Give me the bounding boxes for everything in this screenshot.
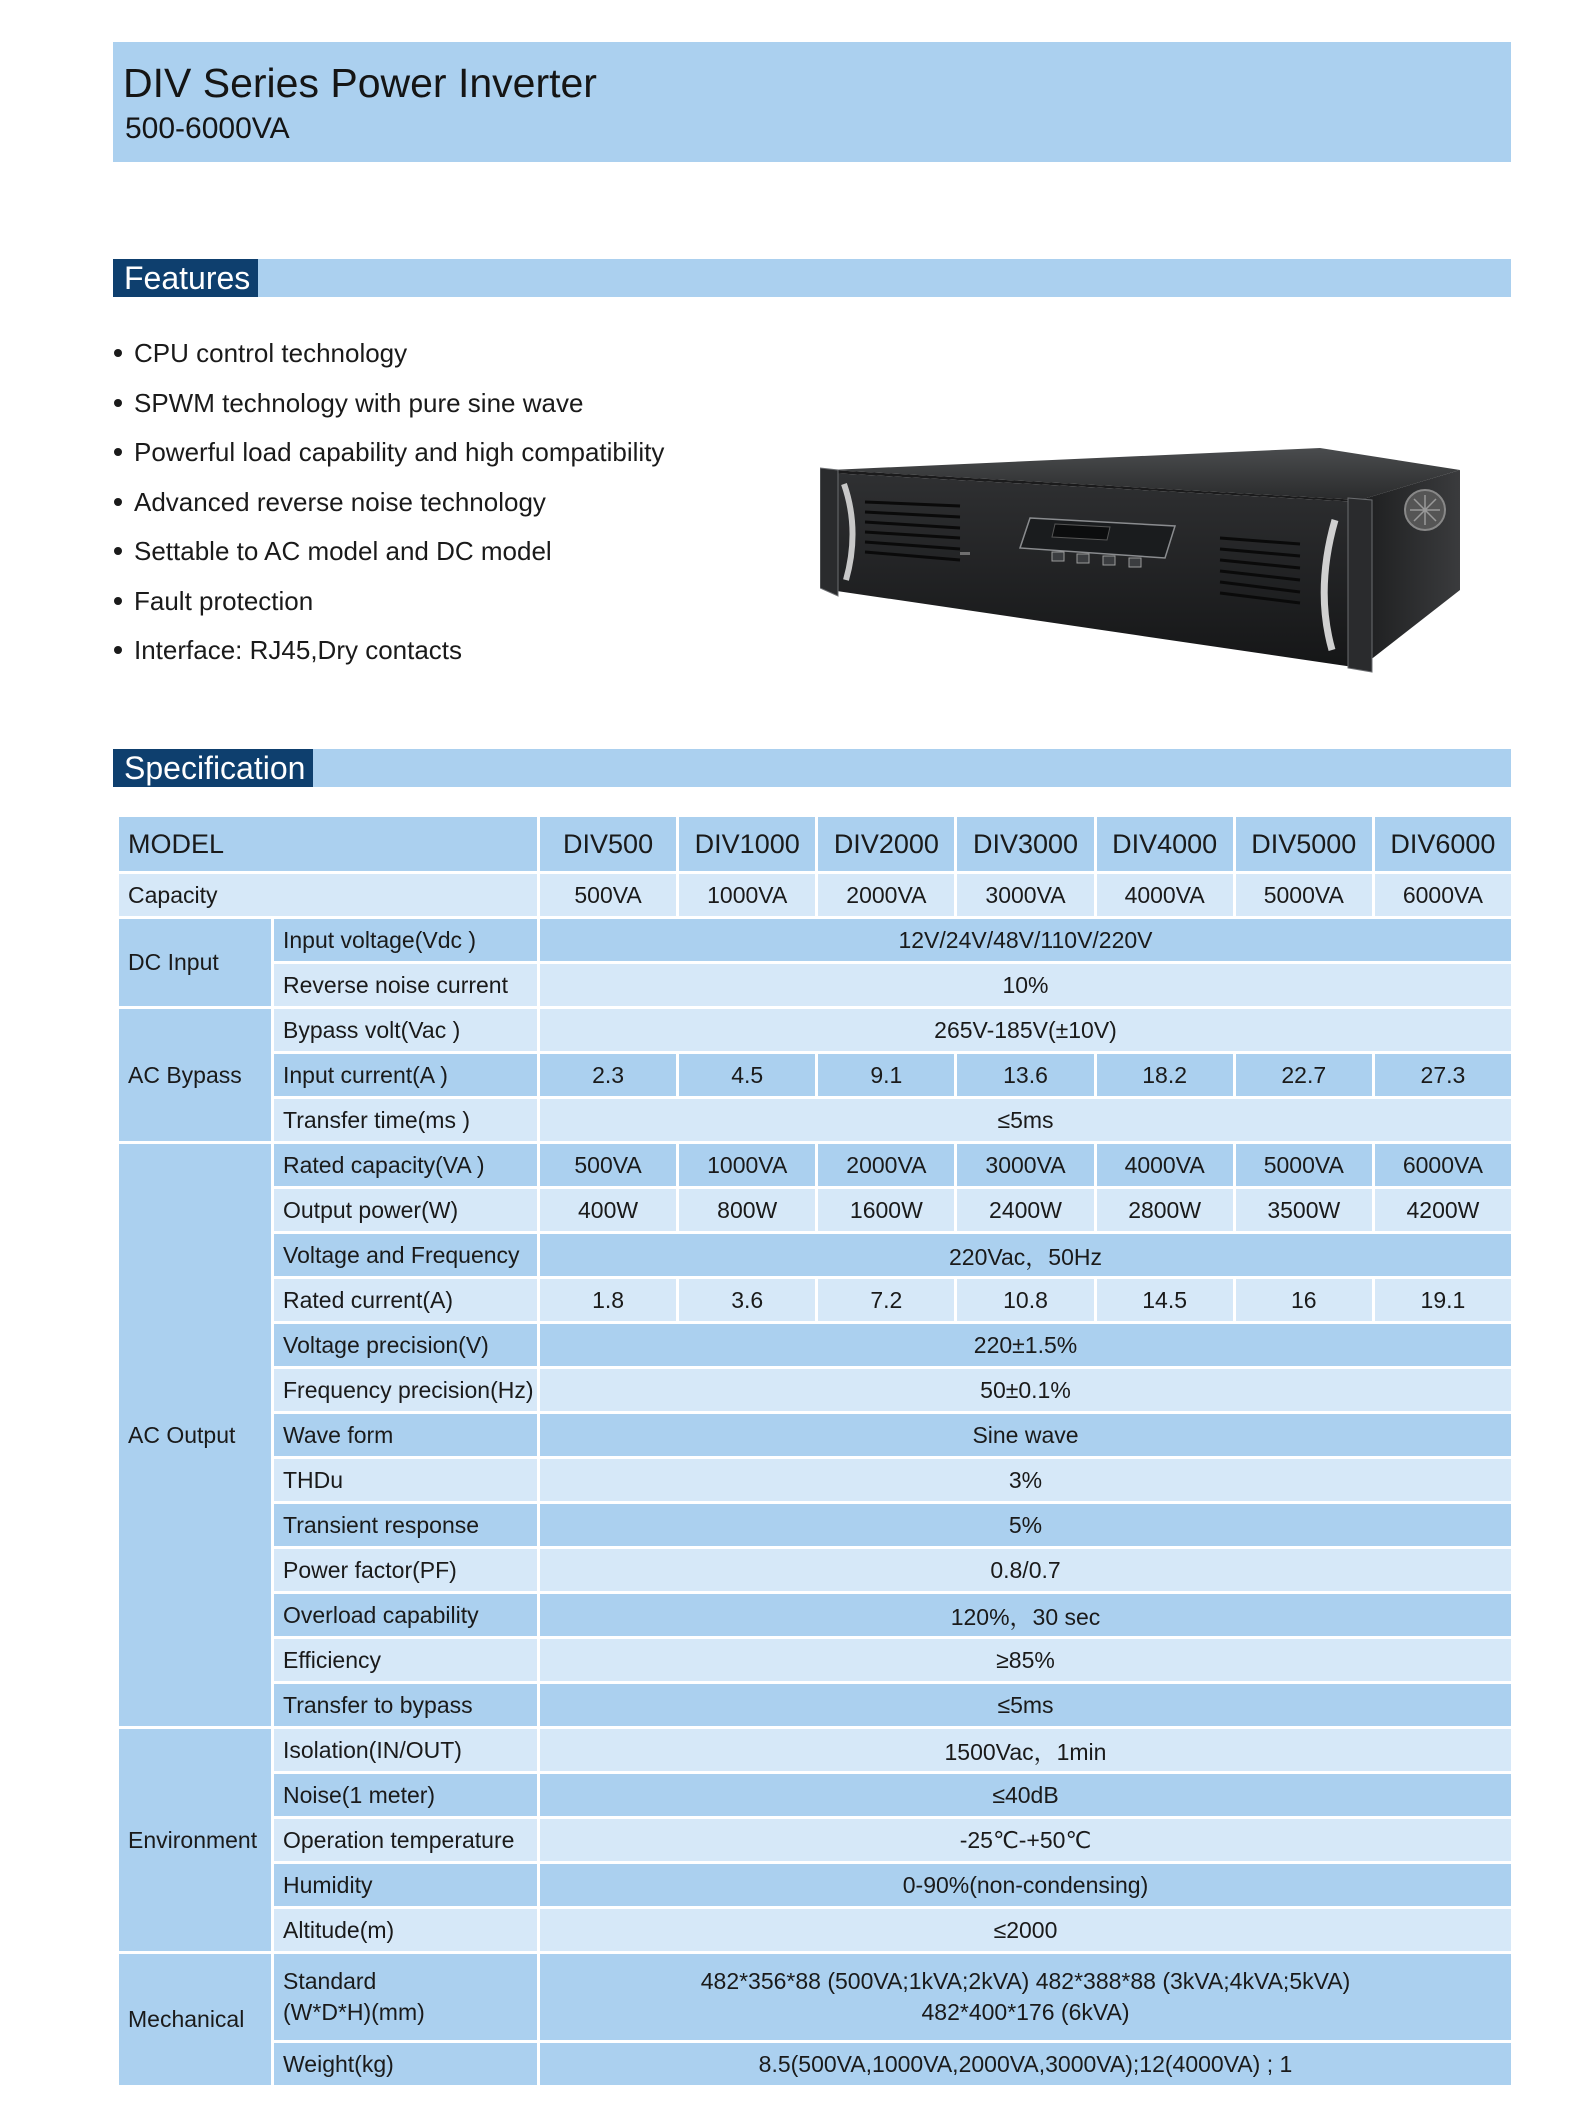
- row-cell: 27.3: [1375, 1054, 1511, 1096]
- row-cell: 4000VA: [1097, 1144, 1233, 1186]
- product-image: [820, 440, 1480, 690]
- bullet-icon: [114, 349, 122, 357]
- row-label: Altitude(m): [274, 1909, 537, 1951]
- row-cell: 4.5: [679, 1054, 815, 1096]
- row-label: Isolation(IN/OUT): [274, 1729, 537, 1771]
- row-cell: 6000VA: [1375, 1144, 1511, 1186]
- feature-item: CPU control technology: [112, 333, 664, 383]
- row-label: Rated capacity(VA ): [274, 1144, 537, 1186]
- bullet-icon: [114, 597, 122, 605]
- row-value: 12V/24V/48V/110V/220V: [540, 919, 1511, 961]
- specification-heading: Specification: [113, 749, 313, 787]
- model-label: MODEL: [119, 817, 537, 871]
- row-value: 10%: [540, 964, 1511, 1006]
- model-cell: DIV500: [540, 817, 676, 871]
- row-cell: 1.8: [540, 1279, 676, 1321]
- title-banner: [113, 42, 1511, 162]
- row-value: [540, 1954, 1511, 2040]
- table-row: [119, 964, 1511, 1006]
- capacity-label: Capacity: [119, 874, 537, 916]
- row-value: ≤5ms: [540, 1684, 1511, 1726]
- page-title: DIV Series Power Inverter: [123, 60, 597, 106]
- table-row: [119, 1324, 1511, 1366]
- bullet-icon: [114, 646, 122, 654]
- table-row: [119, 1234, 1511, 1276]
- bullet-icon: [114, 448, 122, 456]
- row-cell: 3.6: [679, 1279, 815, 1321]
- row-label: Noise(1 meter): [274, 1774, 537, 1816]
- row-cell: 1600W: [818, 1189, 954, 1231]
- features-section-bar: [113, 259, 1511, 297]
- row-cell: 2.3: [540, 1054, 676, 1096]
- row-value: ≤40dB: [540, 1774, 1511, 1816]
- row-value: 3%: [540, 1459, 1511, 1501]
- row-label: Operation temperature: [274, 1819, 537, 1861]
- standard-label-line: Standard: [283, 1968, 377, 1994]
- feature-item: Powerful load capability and high compatibility: [112, 432, 664, 482]
- row-value: 265V-185V(±10V): [540, 1009, 1511, 1051]
- row-value: 0.8/0.7: [540, 1549, 1511, 1591]
- row-label: Output power(W): [274, 1189, 537, 1231]
- row-value: 220±1.5%: [540, 1324, 1511, 1366]
- row-label: Transfer to bypass: [274, 1684, 537, 1726]
- table-row: [119, 1594, 1511, 1636]
- row-cell: 22.7: [1236, 1054, 1372, 1096]
- row-value: 8.5(500VA,1000VA,2000VA,3000VA);12(4000VA) ; 1: [540, 2043, 1511, 2085]
- row-value: ≥85%: [540, 1639, 1511, 1681]
- table-row: [119, 1549, 1511, 1591]
- features-heading: Features: [113, 259, 258, 297]
- feature-item: Fault protection: [112, 581, 664, 631]
- row-label: [274, 1954, 537, 2040]
- row-label: Weight(kg): [274, 2043, 537, 2085]
- row-label: Transient response: [274, 1504, 537, 1546]
- table-row-model: [119, 817, 1511, 871]
- row-value: ≤2000: [540, 1909, 1511, 1951]
- table-row: [119, 1954, 1511, 2040]
- table-row: [119, 1774, 1511, 1816]
- capacity-cell: 4000VA: [1097, 874, 1233, 916]
- table-row: [119, 919, 1511, 961]
- specification-table: [116, 814, 1514, 2088]
- capacity-cell: 6000VA: [1375, 874, 1511, 916]
- group-environment: Environment: [119, 1729, 271, 1951]
- row-cell: 800W: [679, 1189, 815, 1231]
- feature-item: Advanced reverse noise technology: [112, 482, 664, 532]
- feature-item: Settable to AC model and DC model: [112, 531, 664, 581]
- table-row: [119, 1864, 1511, 1906]
- row-label: Bypass volt(Vac ): [274, 1009, 537, 1051]
- row-cell: 400W: [540, 1189, 676, 1231]
- row-cell: 10.8: [957, 1279, 1093, 1321]
- row-label: Power factor(PF): [274, 1549, 537, 1591]
- table-row: [119, 1729, 1511, 1771]
- group-ac-output: AC Output: [119, 1144, 271, 1726]
- row-cell: 2000VA: [818, 1144, 954, 1186]
- row-label: Voltage precision(V): [274, 1324, 537, 1366]
- model-cell: DIV4000: [1097, 817, 1233, 871]
- specification-section-bar: [113, 749, 1511, 787]
- table-row: [119, 1369, 1511, 1411]
- row-label: Frequency precision(Hz): [274, 1369, 537, 1411]
- row-value: Sine wave: [540, 1414, 1511, 1456]
- capacity-cell: 2000VA: [818, 874, 954, 916]
- row-value: 0-90%(non-condensing): [540, 1864, 1511, 1906]
- feature-item: Interface: RJ45,Dry contacts: [112, 630, 664, 680]
- page-subtitle: 500-6000VA: [125, 112, 290, 145]
- row-cell: 7.2: [818, 1279, 954, 1321]
- row-label: Reverse noise current: [274, 964, 537, 1006]
- row-value: ≤5ms: [540, 1099, 1511, 1141]
- table-row: [119, 1189, 1511, 1231]
- row-label: Voltage and Frequency: [274, 1234, 537, 1276]
- row-label: Wave form: [274, 1414, 537, 1456]
- table-row: [119, 1819, 1511, 1861]
- row-label: Efficiency: [274, 1639, 537, 1681]
- table-row: [119, 1414, 1511, 1456]
- table-row: [119, 1459, 1511, 1501]
- row-cell: 3500W: [1236, 1189, 1372, 1231]
- table-row: [119, 1684, 1511, 1726]
- row-cell: 14.5: [1097, 1279, 1233, 1321]
- model-cell: DIV3000: [957, 817, 1093, 871]
- row-label: Overload capability: [274, 1594, 537, 1636]
- row-value: 220Vac，50Hz: [540, 1234, 1511, 1276]
- group-ac-bypass: AC Bypass: [119, 1009, 271, 1141]
- row-value: 50±0.1%: [540, 1369, 1511, 1411]
- table-row: [119, 1099, 1511, 1141]
- group-dc-input: DC Input: [119, 919, 271, 1006]
- features-list: [112, 333, 664, 680]
- row-cell: 1000VA: [679, 1144, 815, 1186]
- row-cell: 13.6: [957, 1054, 1093, 1096]
- feature-item: SPWM technology with pure sine wave: [112, 383, 664, 433]
- capacity-cell: 3000VA: [957, 874, 1093, 916]
- row-value: 1500Vac，1min: [540, 1729, 1511, 1771]
- table-row: [119, 1279, 1511, 1321]
- table-row: [119, 1909, 1511, 1951]
- row-cell: 9.1: [818, 1054, 954, 1096]
- row-cell: 19.1: [1375, 1279, 1511, 1321]
- model-cell: DIV6000: [1375, 817, 1511, 871]
- model-cell: DIV5000: [1236, 817, 1372, 871]
- table-row: [119, 1009, 1511, 1051]
- capacity-cell: 1000VA: [679, 874, 815, 916]
- row-label: Transfer time(ms ): [274, 1099, 537, 1141]
- row-cell: 2400W: [957, 1189, 1093, 1231]
- standard-label-line: (W*D*H)(mm): [283, 1999, 425, 2025]
- row-cell: 18.2: [1097, 1054, 1233, 1096]
- table-row: [119, 1144, 1511, 1186]
- standard-value-line: 482*400*176 (6kVA): [921, 1999, 1130, 2025]
- model-cell: DIV1000: [679, 817, 815, 871]
- bullet-icon: [114, 547, 122, 555]
- bullet-icon: [114, 498, 122, 506]
- row-cell: 3000VA: [957, 1144, 1093, 1186]
- table-row-capacity: [119, 874, 1511, 916]
- row-cell: 4200W: [1375, 1189, 1511, 1231]
- table-row: [119, 1054, 1511, 1096]
- row-value: 5%: [540, 1504, 1511, 1546]
- row-label: THDu: [274, 1459, 537, 1501]
- row-label: Rated current(A): [274, 1279, 537, 1321]
- row-cell: 2800W: [1097, 1189, 1233, 1231]
- bullet-icon: [114, 399, 122, 407]
- row-value: -25℃-+50℃: [540, 1819, 1511, 1861]
- model-cell: DIV2000: [818, 817, 954, 871]
- row-cell: 16: [1236, 1279, 1372, 1321]
- row-cell: 5000VA: [1236, 1144, 1372, 1186]
- row-cell: 500VA: [540, 1144, 676, 1186]
- standard-value-line: 482*356*88 (500VA;1kVA;2kVA) 482*388*88 (3kVA;4kVA;5kVA): [700, 1968, 1351, 1994]
- row-label: Humidity: [274, 1864, 537, 1906]
- table-row: [119, 2043, 1511, 2085]
- capacity-cell: 5000VA: [1236, 874, 1372, 916]
- row-value: 120%，30 sec: [540, 1594, 1511, 1636]
- row-label: Input current(A ): [274, 1054, 537, 1096]
- table-row: [119, 1639, 1511, 1681]
- row-label: Input voltage(Vdc ): [274, 919, 537, 961]
- table-row: [119, 1504, 1511, 1546]
- group-mechanical: Mechanical: [119, 1954, 271, 2085]
- capacity-cell: 500VA: [540, 874, 676, 916]
